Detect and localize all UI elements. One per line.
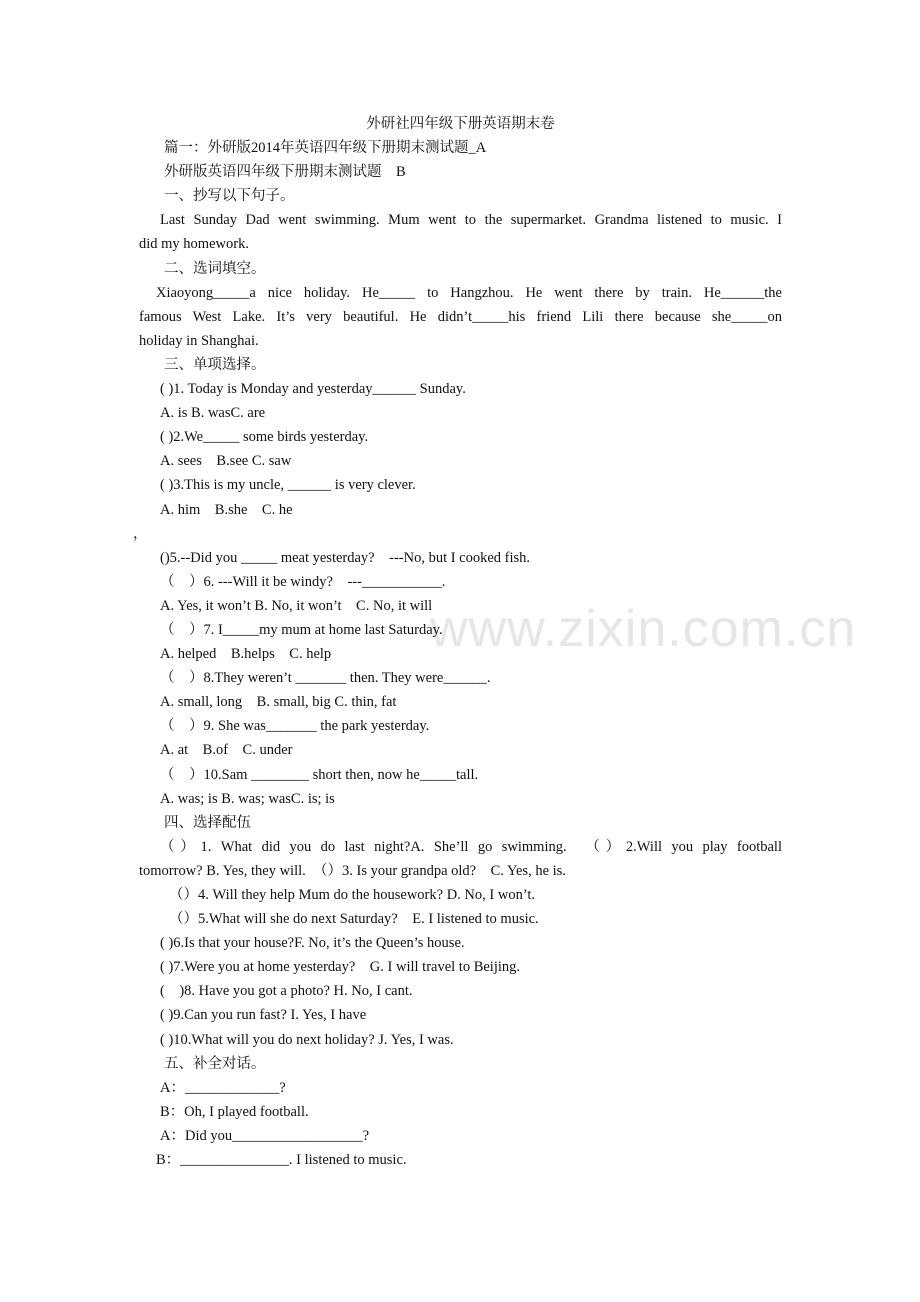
options-line: A. at B.of C. under <box>160 742 293 759</box>
section-heading: 四、选择配伍 <box>164 814 251 831</box>
match-line: ( )6.Is that your house?F. No, it’s the Queen’s house. <box>160 935 465 952</box>
options-line: A. helped B.helps C. help <box>160 646 332 663</box>
section-heading: 一、抄写以下句子。 <box>164 188 295 205</box>
section-heading: 三、单项选择。 <box>164 356 266 373</box>
match-line: tomorrow? B. Yes, they will. （）3. Is your grandpa old? C. Yes, he is. <box>139 862 566 879</box>
copy-sentence-line: Last Sunday Dad went swimming. Mum went to the supermarket. Grandma listened to music. I <box>160 212 782 229</box>
question-line: （ ）8.They weren’t _______ then. They were______. <box>160 670 491 687</box>
match-line: （）1. What did you do last night?A. She’ll go swimming. （）2.Will you play football <box>160 838 782 855</box>
document-body <box>133 112 782 1172</box>
question-line: ( )1. Today is Monday and yesterday______ Sunday. <box>160 381 466 398</box>
question-line: ( )3.This is my uncle, ______ is very clever. <box>160 477 416 494</box>
section-heading: 二、选词填空。 <box>164 260 266 277</box>
question-line: （ ）10.Sam ________ short then, now he_____tall. <box>160 766 479 783</box>
dialogue-line: A：_____________? <box>160 1079 286 1096</box>
question-line: （ ）7. I_____my mum at home last Saturday. <box>160 621 443 638</box>
question-line: ( )2.We_____ some birds yesterday. <box>160 429 369 446</box>
match-line: ( )9.Can you run fast? I. Yes, I have <box>160 1007 367 1024</box>
fill-blank-line: Xiaoyong_____a nice holiday. He_____ to Hangzhou. He went there by train. He______the <box>156 284 782 301</box>
stray-mark: ， <box>133 525 148 542</box>
dialogue-line: B：Oh, I played football. <box>160 1103 309 1120</box>
question-line: （ ）9. She was_______ the park yesterday. <box>160 718 430 735</box>
options-line: A. sees B.see C. saw <box>160 453 292 470</box>
question-line: ()5.--Did you _____ meat yesterday? ---No, but I cooked fish. <box>160 549 531 566</box>
dialogue-line: A：Did you__________________? <box>160 1127 370 1144</box>
options-line: A. Yes, it won’t B. No, it won’t C. No, it will <box>160 597 433 614</box>
section-heading: 五、补全对话。 <box>164 1055 266 1072</box>
watermark: www.zixin.com.cn <box>430 600 857 658</box>
options-line: A. was; is B. was; wasC. is; is <box>160 790 335 807</box>
options-line: A. him B.she C. he <box>160 501 293 518</box>
copy-sentence-line: did my homework. <box>139 236 249 253</box>
question-line: （ ）6. ---Will it be windy? ---___________. <box>160 573 446 590</box>
dialogue-line: B：_______________. I listened to music. <box>156 1152 407 1169</box>
options-line: A. small, long B. small, big C. thin, fat <box>160 694 397 711</box>
document-title: 外研社四年级下册英语期末卷 <box>366 116 555 132</box>
fill-blank-line: holiday in Shanghai. <box>139 332 259 349</box>
match-line: ( )7.Were you at home yesterday? G. I will travel to Beijing. <box>160 959 521 976</box>
match-line: （）5.What will she do next Saturday? E. I listened to music. <box>169 911 539 928</box>
match-line: ( )10.What will you do next holiday? J. Yes, I was. <box>160 1031 454 1048</box>
header-line-2: 外研版英语四年级下册期末测试题 B <box>164 164 406 181</box>
match-line: （）4. Will they help Mum do the housework? D. No, I won’t. <box>169 887 536 903</box>
fill-blank-line: famous West Lake. It’s very beautiful. He didn’t_____his friend Lili there because she_____on <box>139 308 782 325</box>
options-line: A. is B. wasC. are <box>160 405 266 422</box>
header-line-1: 篇一：外研版2014年英语四年级下册期末测试题_A <box>164 140 487 157</box>
match-line: ( )8. Have you got a photo? H. No, I cant. <box>160 983 413 1000</box>
